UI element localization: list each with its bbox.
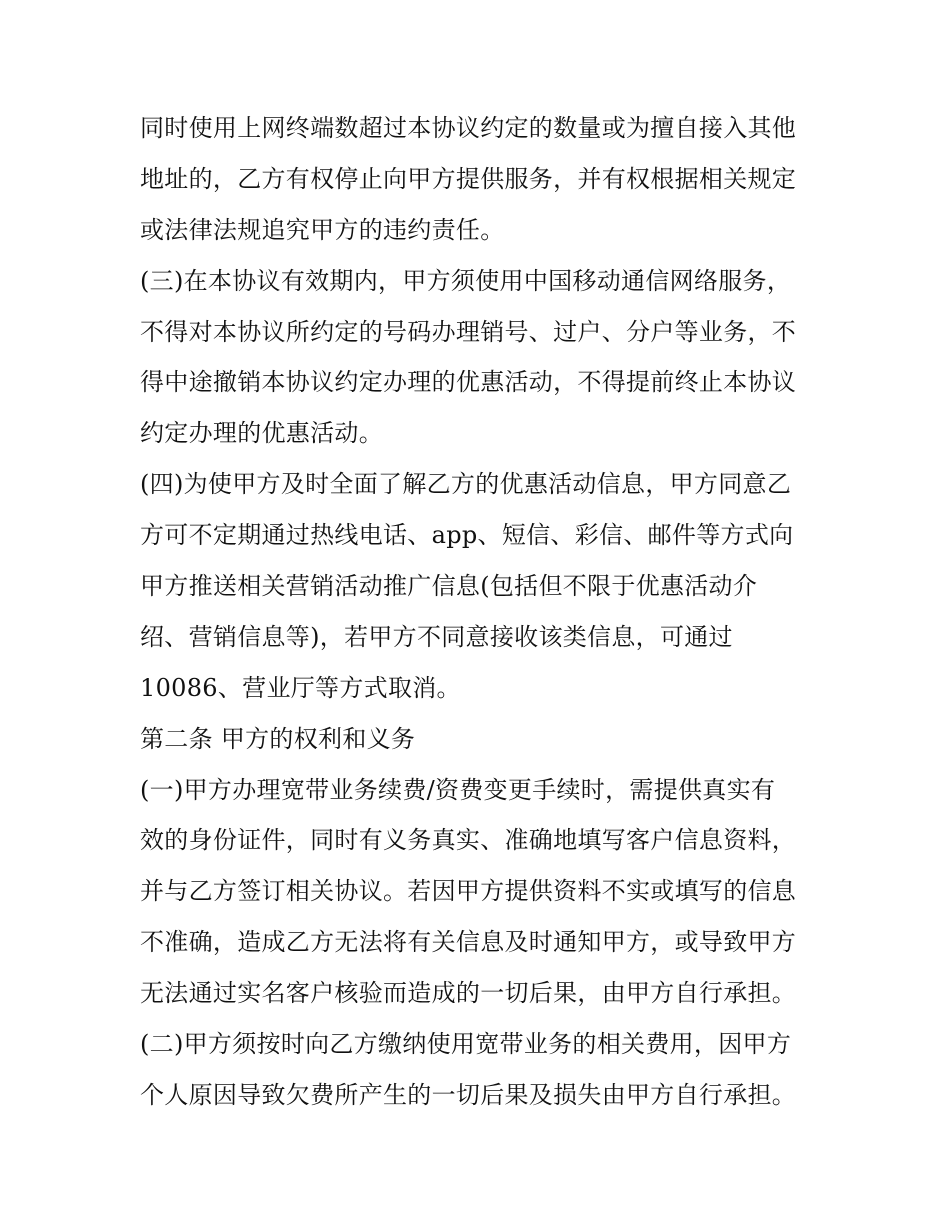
text-line-15: 效的身份证件，同时有义务真实、准确地填写客户信息资料， bbox=[140, 826, 797, 855]
text-line-17: 不准确，造成乙方无法将有关信息及时通知甲方，或导致甲方 bbox=[140, 928, 797, 957]
text-line-9: 方可不定期通过热线电话、app、短信、彩信、邮件等方式向 bbox=[140, 521, 794, 550]
text-line-12: 10086、营业厅等方式取消。 bbox=[140, 673, 461, 702]
section-heading: 第二条 甲方的权利和义务 bbox=[140, 724, 416, 753]
text-line-8: (四)为使甲方及时全面了解乙方的优惠活动信息，甲方同意乙 bbox=[140, 470, 792, 499]
text-line-4: (三)在本协议有效期内，甲方须使用中国移动通信网络服务， bbox=[140, 266, 792, 295]
text-line-16: 并与乙方签订相关协议。若因甲方提供资料不实或填写的信息 bbox=[140, 877, 797, 906]
text-line-19: (二)甲方须按时向乙方缴纳使用宽带业务的相关费用，因甲方 bbox=[140, 1030, 792, 1059]
text-line-11: 绍、营销信息等)，若甲方不同意接收该类信息，可通过 bbox=[140, 622, 733, 651]
text-line-6: 得中途撤销本协议约定办理的优惠活动，不得提前终止本协议 bbox=[140, 368, 797, 397]
text-line-18: 无法通过实名客户核验而造成的一切后果，由甲方自行承担。 bbox=[140, 979, 797, 1008]
text-line-10: 甲方推送相关营销活动推广信息(包括但不限于优惠活动介 bbox=[140, 572, 758, 601]
text-line-20: 个人原因导致欠费所产生的一切后果及损失由甲方自行承担。 bbox=[140, 1080, 797, 1109]
text-line-2: 地址的，乙方有权停止向甲方提供服务，并有权根据相关规定 bbox=[140, 164, 797, 193]
text-line-5: 不得对本协议所约定的号码办理销号、过户、分户等业务，不 bbox=[140, 317, 797, 346]
text-line-7: 约定办理的优惠活动。 bbox=[140, 419, 383, 448]
document-body bbox=[140, 103, 820, 1121]
text-line-1: 同时使用上网终端数超过本协议约定的数量或为擅自接入其他 bbox=[140, 114, 797, 142]
text-line-3: 或法律法规追究甲方的违约责任。 bbox=[140, 215, 505, 244]
text-line-14: (一)甲方办理宽带业务续费/资费变更手续时，需提供真实有 bbox=[140, 775, 776, 804]
